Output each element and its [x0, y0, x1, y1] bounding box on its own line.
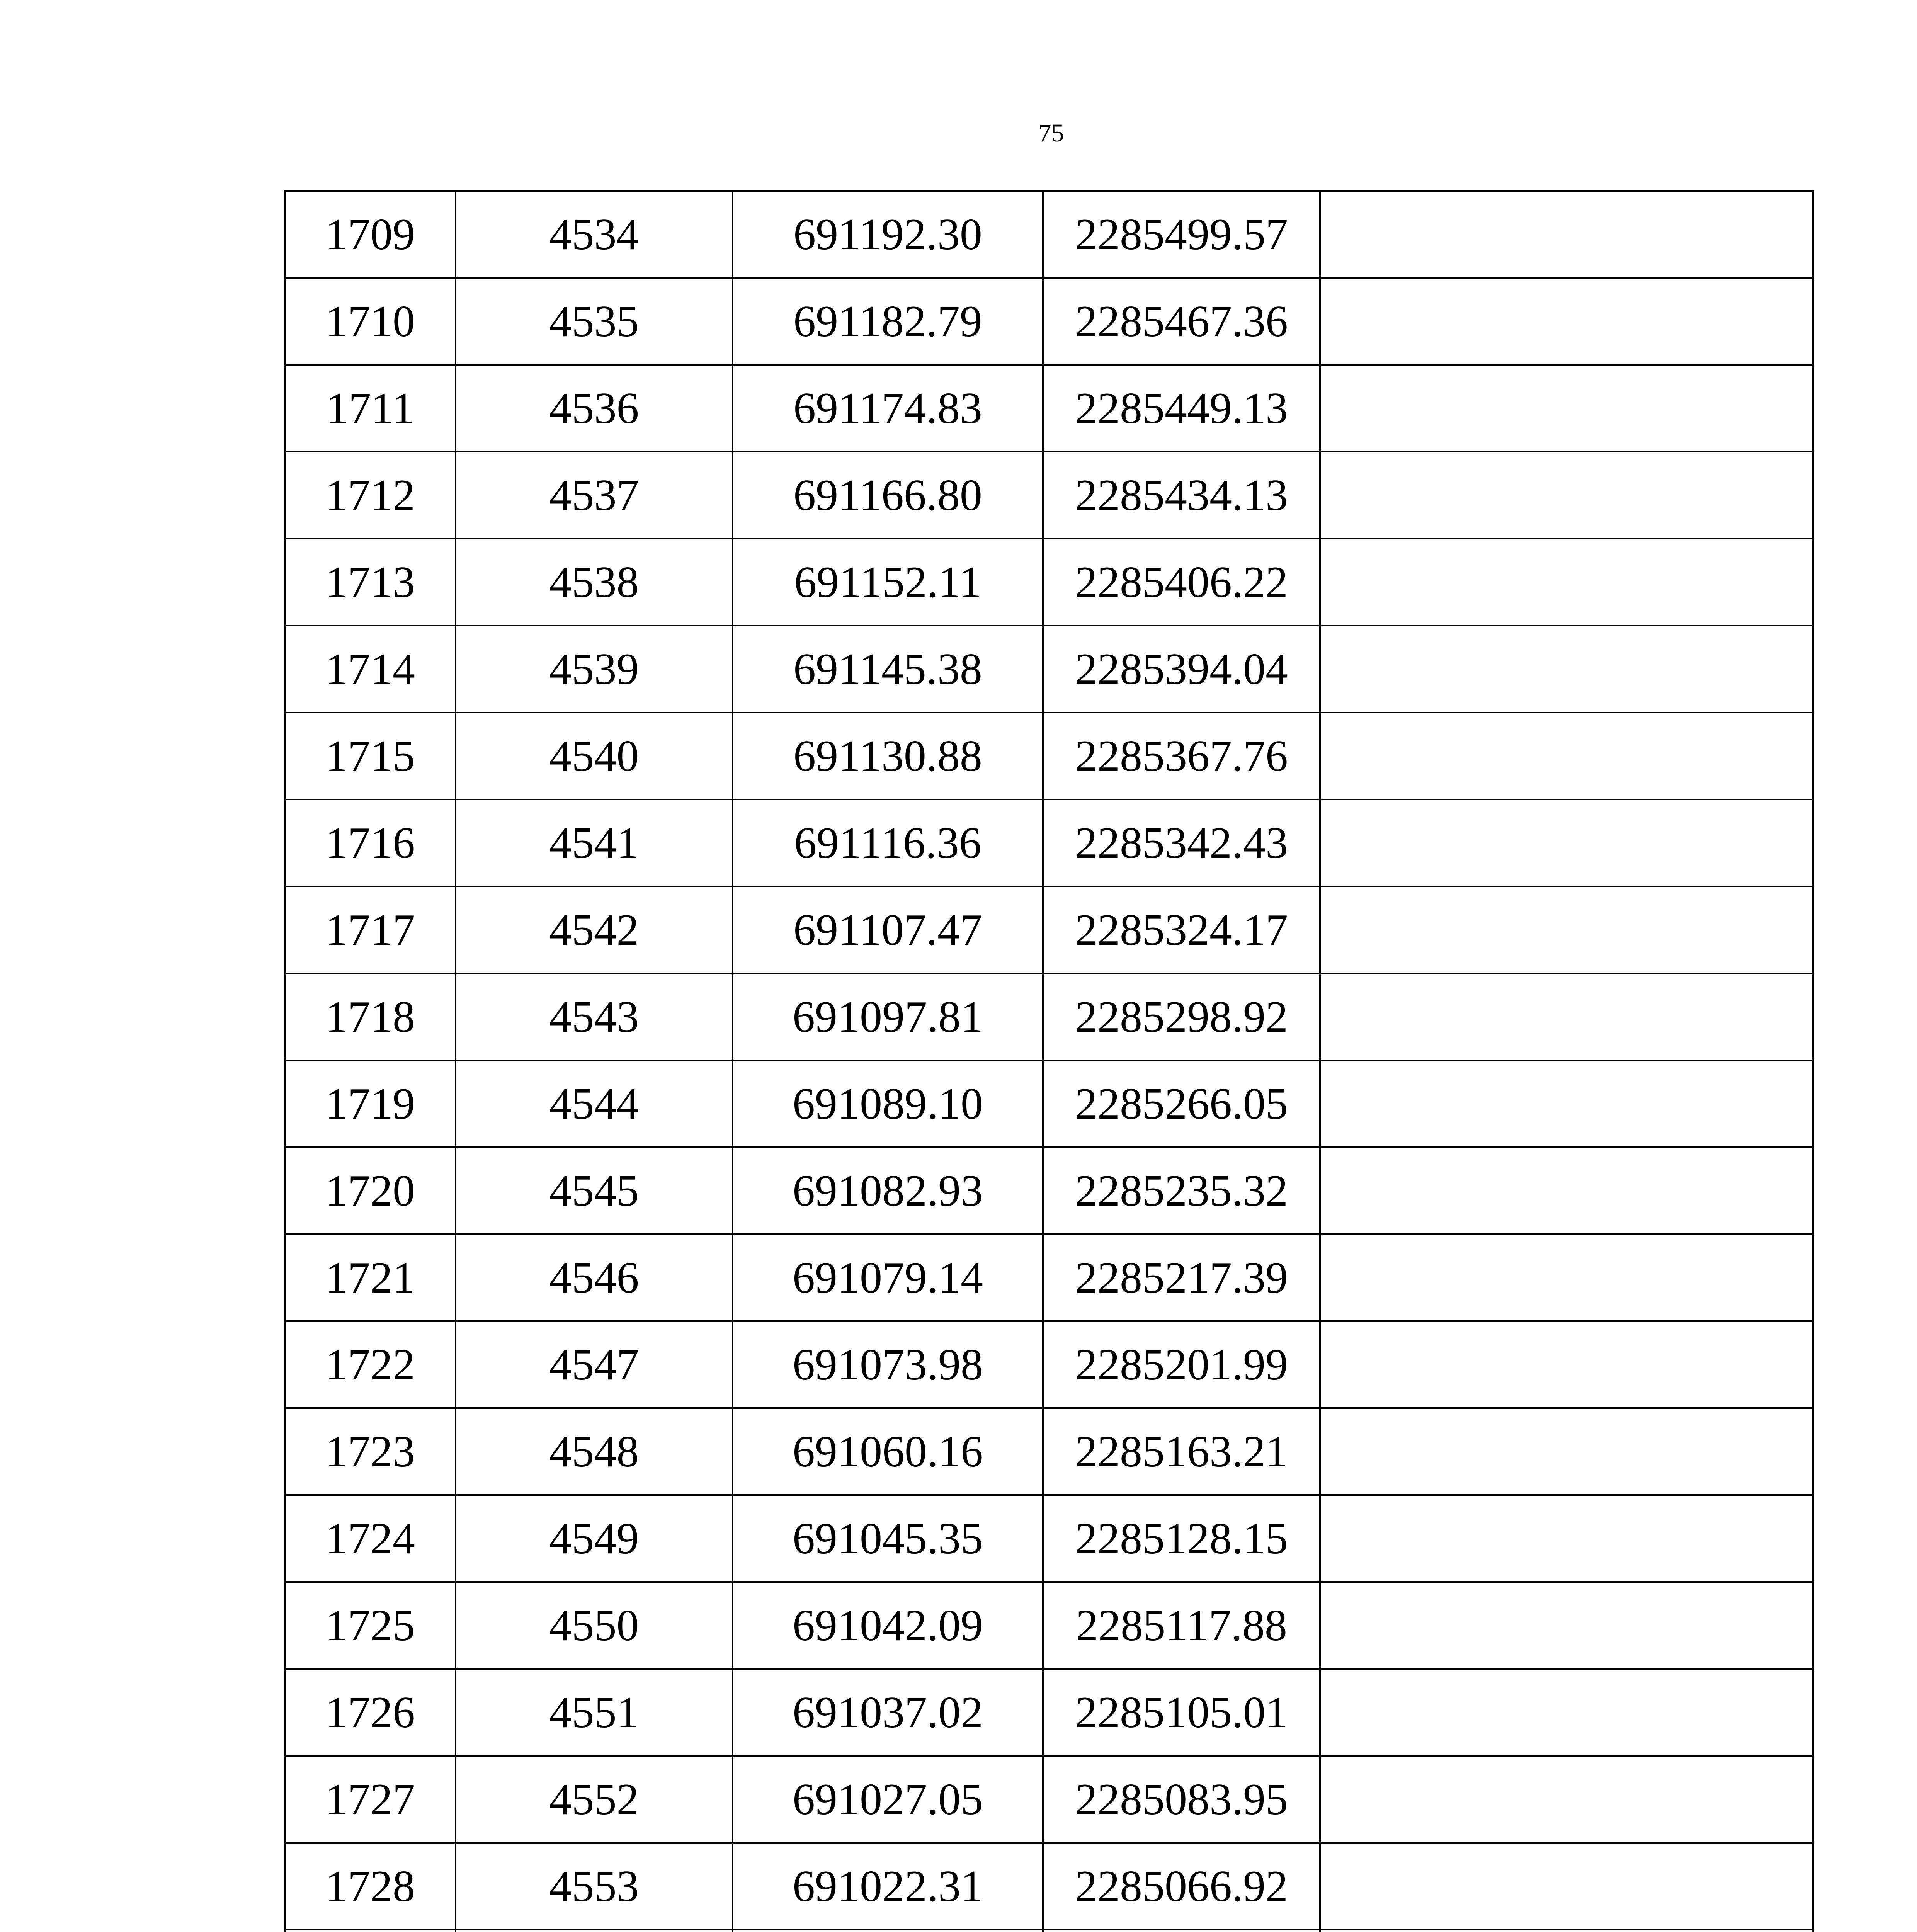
sequence-number-cell: 1728 [285, 1843, 456, 1930]
x-coordinate-cell: 691082.93 [733, 1147, 1043, 1234]
point-id-cell: 4541 [456, 799, 733, 886]
y-coordinate-cell: 2285066.92 [1043, 1843, 1320, 1930]
y-coordinate-cell: 2285342.43 [1043, 799, 1320, 886]
table-row [285, 626, 1813, 713]
point-id-cell: 4549 [456, 1495, 733, 1582]
remarks-cell [1320, 799, 1813, 886]
y-coordinate-cell: 2285235.32 [1043, 1147, 1320, 1234]
y-coordinate-cell: 2285394.04 [1043, 626, 1320, 713]
x-coordinate-cell: 691192.30 [733, 191, 1043, 278]
x-coordinate-cell: 691045.35 [733, 1495, 1043, 1582]
point-id-cell: 4543 [456, 973, 733, 1060]
x-coordinate-cell: 691022.31 [733, 1843, 1043, 1930]
table-row [285, 713, 1813, 799]
sequence-number-cell: 1715 [285, 713, 456, 799]
sequence-number-cell: 1710 [285, 278, 456, 365]
point-id-cell [456, 1930, 733, 1932]
point-id-cell: 4548 [456, 1408, 733, 1495]
x-coordinate-cell: 691107.47 [733, 886, 1043, 973]
y-coordinate-cell: 2285449.13 [1043, 365, 1320, 452]
x-coordinate-cell: 691079.14 [733, 1234, 1043, 1321]
table-row [285, 973, 1813, 1060]
sequence-number-cell: 1717 [285, 886, 456, 973]
y-coordinate-cell: 2285163.21 [1043, 1408, 1320, 1495]
table-row [285, 1843, 1813, 1930]
table-row [285, 1582, 1813, 1669]
table-row [285, 1321, 1813, 1408]
table-row [285, 278, 1813, 365]
x-coordinate-cell: 691174.83 [733, 365, 1043, 452]
sequence-number-cell: 1726 [285, 1669, 456, 1756]
y-coordinate-cell: 2285324.17 [1043, 886, 1320, 973]
x-coordinate-cell: 691042.09 [733, 1582, 1043, 1669]
sequence-number-cell: 1723 [285, 1408, 456, 1495]
x-coordinate-cell: 691060.16 [733, 1408, 1043, 1495]
point-id-cell: 4551 [456, 1669, 733, 1756]
sequence-number-cell: 1724 [285, 1495, 456, 1582]
sequence-number-cell: 1725 [285, 1582, 456, 1669]
table-row [285, 1756, 1813, 1843]
table-row [285, 1147, 1813, 1234]
x-coordinate-cell: 691166.80 [733, 452, 1043, 539]
y-coordinate-cell: 2285499.57 [1043, 191, 1320, 278]
y-coordinate-cell: 2285467.36 [1043, 278, 1320, 365]
remarks-cell [1320, 1582, 1813, 1669]
table-row [285, 191, 1813, 278]
x-coordinate-cell: 691116.36 [733, 799, 1043, 886]
y-coordinate-cell: 2285105.01 [1043, 1669, 1320, 1756]
point-id-cell: 4540 [456, 713, 733, 799]
sequence-number-cell: 1722 [285, 1321, 456, 1408]
sequence-number-cell: 1713 [285, 539, 456, 626]
x-coordinate-cell [733, 1930, 1043, 1932]
point-id-cell: 4552 [456, 1756, 733, 1843]
remarks-cell [1320, 1408, 1813, 1495]
table-row [285, 1495, 1813, 1582]
sequence-number-cell: 1727 [285, 1756, 456, 1843]
point-id-cell: 4544 [456, 1060, 733, 1147]
remarks-cell [1320, 1147, 1813, 1234]
y-coordinate-cell: 2285128.15 [1043, 1495, 1320, 1582]
table-row [285, 1669, 1813, 1756]
table-row [285, 1234, 1813, 1321]
point-id-cell: 4545 [456, 1147, 733, 1234]
table-row [285, 1930, 1813, 1932]
remarks-cell [1320, 365, 1813, 452]
sequence-number-cell: 1714 [285, 626, 456, 713]
point-id-cell: 4537 [456, 452, 733, 539]
remarks-cell [1320, 1930, 1813, 1932]
sequence-number-cell: 1720 [285, 1147, 456, 1234]
x-coordinate-cell: 691089.10 [733, 1060, 1043, 1147]
x-coordinate-cell: 691037.02 [733, 1669, 1043, 1756]
coordinate-table [284, 190, 1814, 1932]
remarks-cell [1320, 973, 1813, 1060]
sequence-number-cell: 1712 [285, 452, 456, 539]
y-coordinate-cell: 2285083.95 [1043, 1756, 1320, 1843]
y-coordinate-cell: 2285406.22 [1043, 539, 1320, 626]
y-coordinate-cell: 2285201.99 [1043, 1321, 1320, 1408]
table-row [285, 799, 1813, 886]
remarks-cell [1320, 886, 1813, 973]
x-coordinate-cell: 691073.98 [733, 1321, 1043, 1408]
sequence-number-cell: 1711 [285, 365, 456, 452]
remarks-cell [1320, 713, 1813, 799]
remarks-cell [1320, 1321, 1813, 1408]
table-row [285, 1060, 1813, 1147]
table-row [285, 365, 1813, 452]
y-coordinate-cell: 2285217.39 [1043, 1234, 1320, 1321]
sequence-number-cell: 1716 [285, 799, 456, 886]
table-row [285, 452, 1813, 539]
point-id-cell: 4536 [456, 365, 733, 452]
sequence-number-cell: 1719 [285, 1060, 456, 1147]
remarks-cell [1320, 1495, 1813, 1582]
x-coordinate-cell: 691182.79 [733, 278, 1043, 365]
point-id-cell: 4539 [456, 626, 733, 713]
sequence-number-cell [285, 1930, 456, 1932]
remarks-cell [1320, 1669, 1813, 1756]
y-coordinate-cell [1043, 1930, 1320, 1932]
remarks-cell [1320, 1060, 1813, 1147]
remarks-cell [1320, 191, 1813, 278]
point-id-cell: 4553 [456, 1843, 733, 1930]
sequence-number-cell: 1718 [285, 973, 456, 1060]
x-coordinate-cell: 691152.11 [733, 539, 1043, 626]
y-coordinate-cell: 2285266.05 [1043, 1060, 1320, 1147]
table-row [285, 539, 1813, 626]
sequence-number-cell: 1721 [285, 1234, 456, 1321]
point-id-cell: 4534 [456, 191, 733, 278]
x-coordinate-cell: 691145.38 [733, 626, 1043, 713]
remarks-cell [1320, 1756, 1813, 1843]
point-id-cell: 4535 [456, 278, 733, 365]
table-row [285, 886, 1813, 973]
point-id-cell: 4542 [456, 886, 733, 973]
x-coordinate-cell: 691027.05 [733, 1756, 1043, 1843]
remarks-cell [1320, 278, 1813, 365]
remarks-cell [1320, 539, 1813, 626]
y-coordinate-cell: 2285298.92 [1043, 973, 1320, 1060]
remarks-cell [1320, 1843, 1813, 1930]
sequence-number-cell: 1709 [285, 191, 456, 278]
remarks-cell [1320, 626, 1813, 713]
point-id-cell: 4547 [456, 1321, 733, 1408]
y-coordinate-cell: 2285367.76 [1043, 713, 1320, 799]
x-coordinate-cell: 691097.81 [733, 973, 1043, 1060]
table-row [285, 1408, 1813, 1495]
remarks-cell [1320, 1234, 1813, 1321]
y-coordinate-cell: 2285434.13 [1043, 452, 1320, 539]
y-coordinate-cell: 2285117.88 [1043, 1582, 1320, 1669]
point-id-cell: 4546 [456, 1234, 733, 1321]
x-coordinate-cell: 691130.88 [733, 713, 1043, 799]
point-id-cell: 4550 [456, 1582, 733, 1669]
table-body [285, 191, 1813, 1932]
remarks-cell [1320, 452, 1813, 539]
point-id-cell: 4538 [456, 539, 733, 626]
page-number: 75 [1038, 119, 1064, 147]
